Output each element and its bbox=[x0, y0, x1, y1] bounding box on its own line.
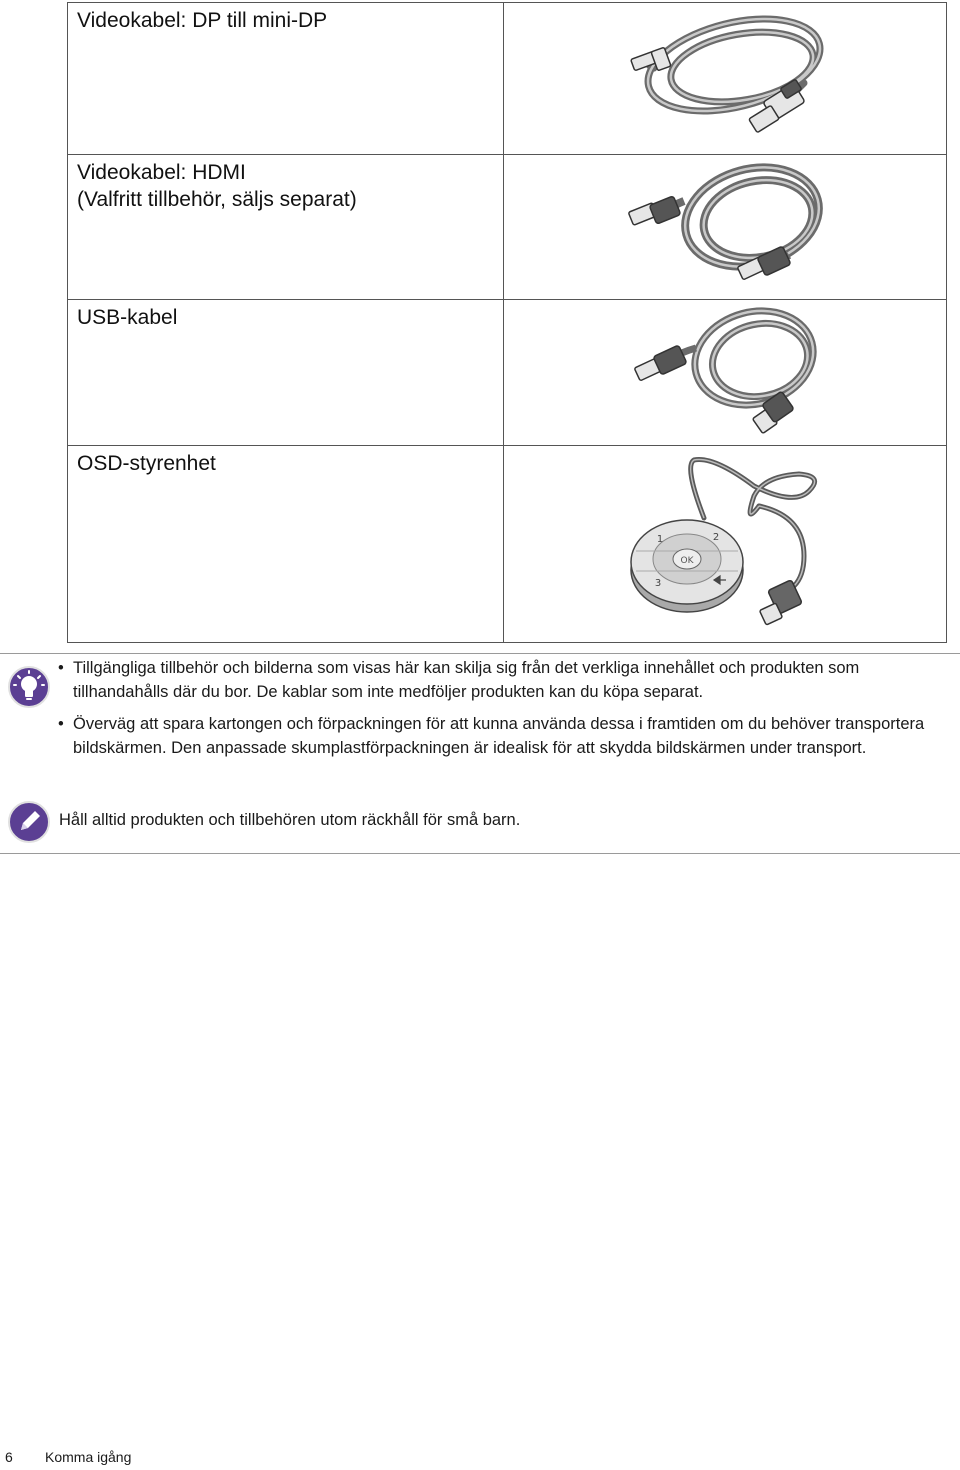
divider bbox=[0, 853, 960, 854]
section-title: Komma igång bbox=[45, 1449, 132, 1465]
controller-key-3: 3 bbox=[654, 578, 662, 589]
accessory-row-osd-controller bbox=[68, 446, 947, 643]
pencil-icon bbox=[8, 801, 50, 843]
accessory-note: (Valfritt tillbehör, säljs separat) bbox=[77, 188, 357, 211]
tip-icon bbox=[8, 666, 50, 708]
accessory-label: Videokabel: HDMI bbox=[77, 161, 246, 184]
warning-text: Håll alltid produkten och tillbehören utom räckhåll för små barn. bbox=[59, 811, 521, 829]
divider bbox=[0, 653, 960, 654]
accessory-row-dp-cable bbox=[68, 3, 947, 155]
warning-icon bbox=[8, 801, 50, 843]
osd-controller-icon bbox=[504, 446, 946, 642]
accessory-row-usb-cable bbox=[68, 300, 947, 446]
list-item: • Tillgängliga tillbehör och bilderna som visas här kan skilja sig från det verkliga innehållet och produkten som tillhandahålls där du bor. De kablar som inte medföljer produkten kan du köpa separat. bbox=[58, 657, 954, 704]
lightbulb-icon bbox=[8, 666, 50, 708]
accessory-table bbox=[67, 2, 947, 643]
list-item: • Överväg att spara kartongen och förpackningen för att kunna använda dessa i framtiden om du behöver transportera bildskärmen. Den anpassade skumplastförpackningen är idealisk för att skydda bildskärmen under transport. bbox=[58, 713, 954, 760]
controller-ok-label: OK bbox=[680, 556, 694, 566]
accessory-row-hdmi-cable bbox=[68, 155, 947, 300]
accessory-label: Videokabel: DP till mini-DP bbox=[77, 9, 328, 32]
hdmi-cable-icon bbox=[504, 155, 946, 299]
usb-cable-icon bbox=[504, 300, 946, 445]
controller-key-2: 2 bbox=[712, 532, 720, 543]
controller-key-1: 1 bbox=[656, 534, 664, 545]
accessory-label: OSD-styrenhet bbox=[77, 452, 216, 475]
dp-to-mini-dp-cable-icon bbox=[504, 3, 946, 154]
accessory-label: USB-kabel bbox=[77, 306, 178, 329]
page-number: 6 bbox=[5, 1449, 13, 1465]
tip-list bbox=[58, 657, 954, 769]
